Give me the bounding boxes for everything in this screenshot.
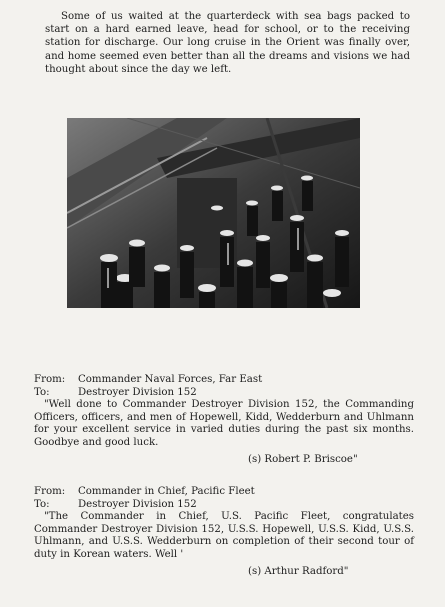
from-label: From:: [34, 486, 66, 497]
dispatch-to-line: [34, 499, 414, 512]
from-label: From:: [34, 374, 66, 385]
to-recipient: Destroyer Division 152: [78, 498, 197, 510]
from-sender: Commander in Chief, Pacific Fleet: [78, 486, 255, 497]
from-sender: Commander Naval Forces, Far East: [78, 374, 263, 385]
dispatch-from-line: [34, 486, 414, 499]
dispatch-signature: (s) Robert P. Briscoe": [248, 453, 358, 465]
photo-image: [67, 118, 360, 308]
photo-sailors-on-deck: [67, 118, 360, 308]
to-recipient: Destroyer Division 152: [78, 386, 197, 398]
intro-paragraph: Some of us waited at the quarterdeck with sea bags packed to start on a hard earned leave, head for school, or to the receiving station for discharge. Our long cruise in the Orient was finally over, and home seemed even better than all the dreams and visions we had thought about since the day we left.: [45, 11, 410, 75]
dispatch-body: "Well done to Commander Destroyer Division 152, the Commanding Officers, officers, and men of Hopewell, Kidd, Wedderburn and Uhlmann for your excellent service in varied duties during the past six months. Goodbye and good luck.: [34, 399, 414, 448]
dispatch-body: "The Commander in Chief, U.S. Pacific Fleet, congratulates Commander Destroyer Division 152, U.S.S. Hopewell, U.S.S. Kidd, U.S.S. Uhlmann, and U.S.S. Wedderburn on completion of their second tour of duty in Korean waters. Well ': [34, 511, 414, 560]
dispatch-to-line: [34, 387, 414, 400]
dispatch-signature: (s) Arthur Radford": [248, 565, 349, 577]
to-label: To:: [34, 498, 50, 510]
to-label: To:: [34, 386, 50, 398]
dispatch-far-east: [34, 374, 414, 466]
dispatch-from-line: [34, 374, 414, 387]
dispatch-pacific-fleet: [34, 486, 414, 578]
